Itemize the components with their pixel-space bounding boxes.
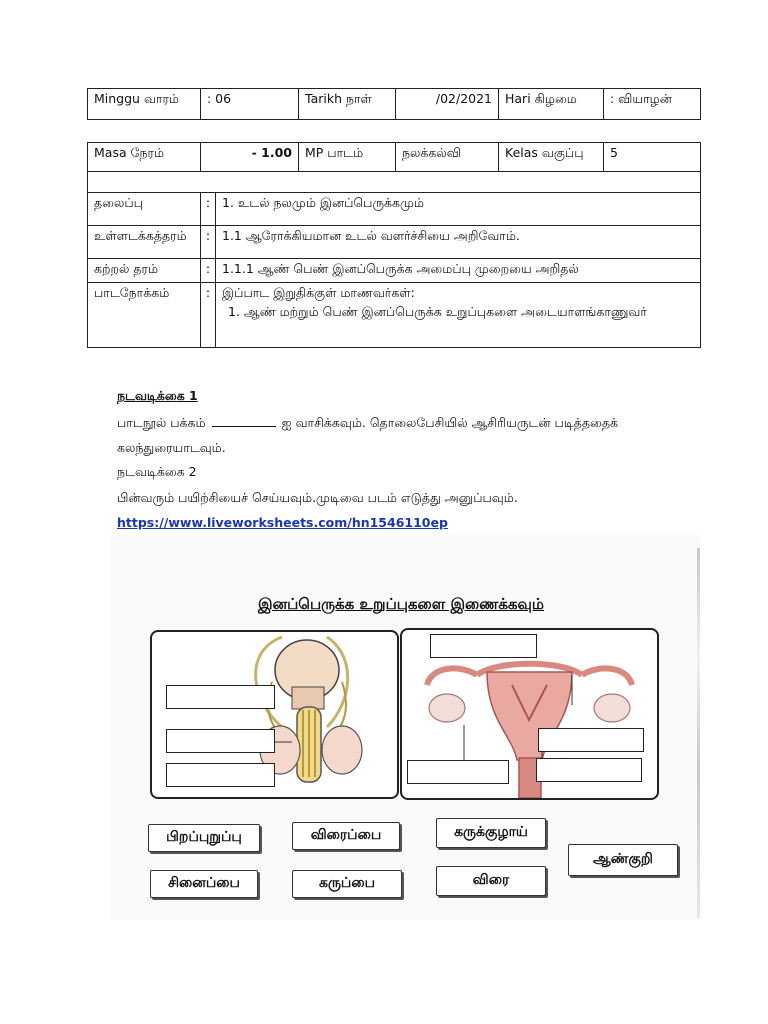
activity-1-heading: நடவடிக்கை 1: [117, 388, 198, 403]
objective-label: பாடநோக்கம்: [88, 283, 201, 348]
learning-standard-colon: :: [201, 259, 216, 283]
lesson-table: [87, 142, 701, 348]
read-instruction: ஐ வாசிக்கவும். தொலைபேசியில் ஆசிரியருடன் படித்ததைக்: [281, 415, 619, 430]
word-card-ovary[interactable]: சினைப்பை: [150, 870, 258, 898]
word-card-uterus[interactable]: கருப்பை: [292, 870, 402, 898]
content-standard-label: உள்ளடக்கத்தரம்: [88, 226, 201, 259]
activity-2-instruction: பின்வரும் பயிற்சியைச் செய்யவும்.முடிவை படம் எடுத்து அனுப்பவும்.: [117, 490, 518, 505]
subject-label: MP பாடம்: [299, 143, 396, 172]
date-label: Tarikh நாள்: [299, 89, 396, 120]
male-label-box-3[interactable]: [166, 763, 275, 787]
time-label: Masa நேரம்: [88, 143, 201, 172]
day-label: Hari கிழமை: [499, 89, 604, 120]
female-label-box-3[interactable]: [407, 760, 509, 784]
activity-2-heading: நடவடிக்கை 2: [117, 464, 197, 479]
learning-standard-label: கற்றல் தரம்: [88, 259, 201, 283]
page-number-blank: [212, 416, 276, 427]
image-edge-strip: [697, 548, 700, 918]
subject-value: நலக்கல்வி: [396, 143, 499, 172]
learning-standard-value: 1.1.1 ஆண் பெண் இனப்பெருக்க அமைப்பு முறையை அறிதல்: [216, 259, 701, 283]
worksheet-title: இனப்பெருக்க உறுப்புகளை இணைக்கவும்: [258, 595, 544, 613]
word-card-testis[interactable]: விரை: [436, 866, 546, 896]
objective-line-2: 1. ஆண் மற்றும் பெண் இனப்பெருக்க உறுப்புகளை அடையாளங்காணுவர்: [228, 304, 647, 319]
day-value: : வியாழன்: [604, 89, 701, 120]
male-label-box-1[interactable]: [166, 685, 275, 709]
topic-value: 1. உடல் நலமும் இனப்பெருக்கமும்: [216, 193, 701, 226]
objective-value: [216, 283, 701, 348]
female-diagram-panel: [400, 628, 659, 800]
class-label: Kelas வகுப்பு: [499, 143, 604, 172]
female-label-box-2[interactable]: [538, 728, 644, 752]
textbook-page-label: பாடநூல் பக்கம்: [117, 415, 206, 430]
female-label-box-1[interactable]: [430, 634, 537, 658]
word-card-penis[interactable]: ஆண்குறி: [568, 844, 678, 876]
class-value: 5: [604, 143, 701, 172]
activity-1-line-2: கலந்துரையாடவும்.: [117, 440, 226, 455]
week-label: Minggu வாரம்: [88, 89, 201, 120]
objective-line-1: இப்பாட இறுதிக்குள் மாணவர்கள்:: [222, 285, 415, 300]
objective-colon: :: [201, 283, 216, 348]
header-table: [87, 88, 701, 120]
male-label-box-2[interactable]: [166, 729, 275, 753]
word-card-scrotum[interactable]: விரைப்பை: [292, 822, 400, 850]
word-card-fallopian-tube[interactable]: கருக்குழாய்: [436, 818, 546, 848]
spacer-row: [88, 172, 701, 193]
topic-colon: :: [201, 193, 216, 226]
content-standard-colon: :: [201, 226, 216, 259]
time-value: - 1.00: [201, 143, 299, 172]
male-diagram-panel: [150, 630, 399, 799]
worksheet-link-wrap: [117, 515, 448, 530]
topic-label: தலைப்பு: [88, 193, 201, 226]
content-standard-value: 1.1 ஆரோக்கியமான உடல் வளர்ச்சியை அறிவோம்.: [216, 226, 701, 259]
date-value: /02/2021: [396, 89, 499, 120]
female-label-box-4[interactable]: [536, 758, 642, 782]
worksheet-link[interactable]: https://www.liveworksheets.com/hn1546110ep: [117, 515, 448, 530]
week-value: : 06: [201, 89, 299, 120]
word-card-birth-canal[interactable]: பிறப்புறுப்பு: [148, 824, 260, 852]
activity-1-line-1: [117, 415, 618, 432]
